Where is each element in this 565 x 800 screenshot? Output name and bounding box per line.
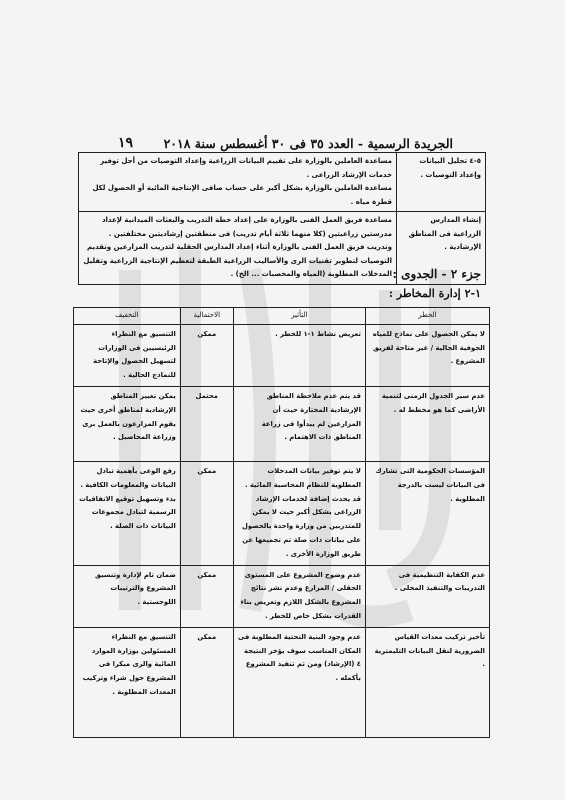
probability-cell: محتمل	[180, 386, 233, 461]
section-heading-risk-management: ١-٢ إدارة المخاطر :	[388, 287, 481, 300]
section-heading-feasibility: جزء ٢ - الجدوى :	[392, 267, 481, 281]
probability-cell: ممكن	[180, 627, 233, 737]
header-risk: الخطر	[365, 308, 489, 325]
risk-cell: تأخير تركيب معدات القياس الضرورية لنقل البيانات التليمترية .	[365, 627, 489, 737]
risk-cell: لا يمكن الحصول على نماذج للمياه الجوفية الحالية / غير متاحة لفريق المشروع .	[365, 324, 489, 386]
probability-cell: ممكن	[180, 565, 233, 627]
page-title: الجريدة الرسمية - العدد ٣٥ فى ٣٠ أغسطس سنة ٢٠١٨	[163, 135, 453, 151]
mitigation-cell: ضمان تام لإدارة وتنسيق المشروع والترتيبات اللوجستية .	[74, 565, 181, 627]
risk-cell: المؤسسات الحكومية التى تشارك فى البيانات ليست بالدرجة المطلوبة .	[365, 461, 489, 565]
table-row	[74, 386, 490, 461]
impact-cell: لا يتم توفير بيانات المدخلات المطلوبة للنظام المحاسبة المائية . قد يحدث إضافة لخدمات الإرشاد الزراعى بشكل أكبر حيث لا يمكن للمتدربين من وزارة واحدة بالحصول على بيانات ذات صلة تم تجميعها عن طريق الوزارة الأخرى .	[233, 461, 365, 565]
probability-cell: ممكن	[180, 324, 233, 386]
header-impact: التأثير	[233, 308, 365, 325]
impact-cell: عدم وجود البنية التحتية المطلوبة فى المكان المناسب سوف يؤخر النتيجة ٤ (الإرشاد) ومن ثم تنفيذ المشروع بأكمله .	[233, 627, 365, 737]
impact-cell: تعريض نشاط ١-١ للخطر .	[233, 324, 365, 386]
page-number: ١٩	[118, 135, 134, 151]
activity-label: ٥-٤ تحليل البيانات وإعداد التوصيات .	[397, 153, 486, 212]
activity-description	[79, 212, 397, 285]
table-row	[74, 324, 490, 386]
mitigation-cell: التنسيق مع النظراء المسئولين بوزارة الموارد المائية والرى مبكرا فى المشروع حول شراء وتركيب المعدات المطلوبة .	[74, 627, 181, 737]
impact-cell: عدم وضوح المشروع على المستوى الحقلى / المزارع وعدم نشر نتائج المشروع بالشكل اللازم وتعريض بناء القدرات بشكل خاص للخطر .	[233, 565, 365, 627]
impact-cell: قد يتم عدم ملاحظة المناطق الإرشادية المختارة حيث أن المزارعين لم يبدأوا فى زراعة المناطق ذات الاهتمام .	[233, 386, 365, 461]
table-row	[79, 153, 486, 212]
activities-table	[78, 152, 486, 285]
mitigation-cell: يمكن تغيير المناطق الإرشادية لمناطق أخرى حيث يقوم المزارعون بالعمل برى وزراعة المحاصيل .	[74, 386, 181, 461]
risk-cell: عدم الكفاية التنظيمية فى التدريبات والتنفيذ المحلى .	[365, 565, 489, 627]
activity-description	[79, 153, 397, 212]
description-line: مساعدة العاملين بالوزارة على تقييم البيانات الزراعية وإعداد التوصيات من أجل توفير خدمات الإرشاد الزراعى .	[100, 157, 392, 179]
description-line: مساعدة فريق العمل الفنى بالوزارة على إعداد خطة التدريب والبعثات الميدانية لإعداد مدرستين زراعيتين (كلا منهما ثلاثة أيام تدريب) فى منطقتين إرشاديتين مختلفتين . وتدريب فريق العمل الفنى بالوزارة أثناء إعداد المدارس الحقلية لتدريب المزارعين وتقديم التوصيات لتطوير تقنيات الرى والأساليب الزراعية الطبقة لتعظيم الإنتاجية الزراعية وتقليل المدخلات المطلوبة (المياه والمخصبات ... الخ) .	[83, 216, 392, 278]
header-mitigation: التخفيف	[74, 308, 181, 325]
mitigation-cell: رفع الوعى بأهمية تبادل البيانات والمعلومات الكافية . بدء وتسهيل توقيع الاتفاقيات الرسمية لتبادل مجموعات البيانات ذات الصلة .	[74, 461, 181, 565]
header-probability: الاحتمالية	[180, 308, 233, 325]
table-row	[74, 461, 490, 565]
table-header-row	[74, 308, 490, 325]
description-line: مساعدة العاملين بالوزارة بشكل أكبر على حساب صافى الإنتاجية المائية أو الحصول لكل قطرة مياه .	[92, 184, 392, 206]
table-row	[74, 627, 490, 737]
table-row	[74, 565, 490, 627]
page-header	[118, 133, 453, 153]
mitigation-cell: التنسيق مع النظراء الرئيسيين فى الوزارات لتسهيل الحصول والإتاحة للنماذج الحالية .	[74, 324, 181, 386]
activity-label: إنشاء المدارس الزراعية فى المناطق الإرشادية .	[397, 212, 486, 285]
risk-cell: عدم سير الجدول الزمنى لتنمية الأراضى كما هو مخطط له .	[365, 386, 489, 461]
probability-cell: ممكن	[180, 461, 233, 565]
risk-table	[73, 307, 490, 738]
